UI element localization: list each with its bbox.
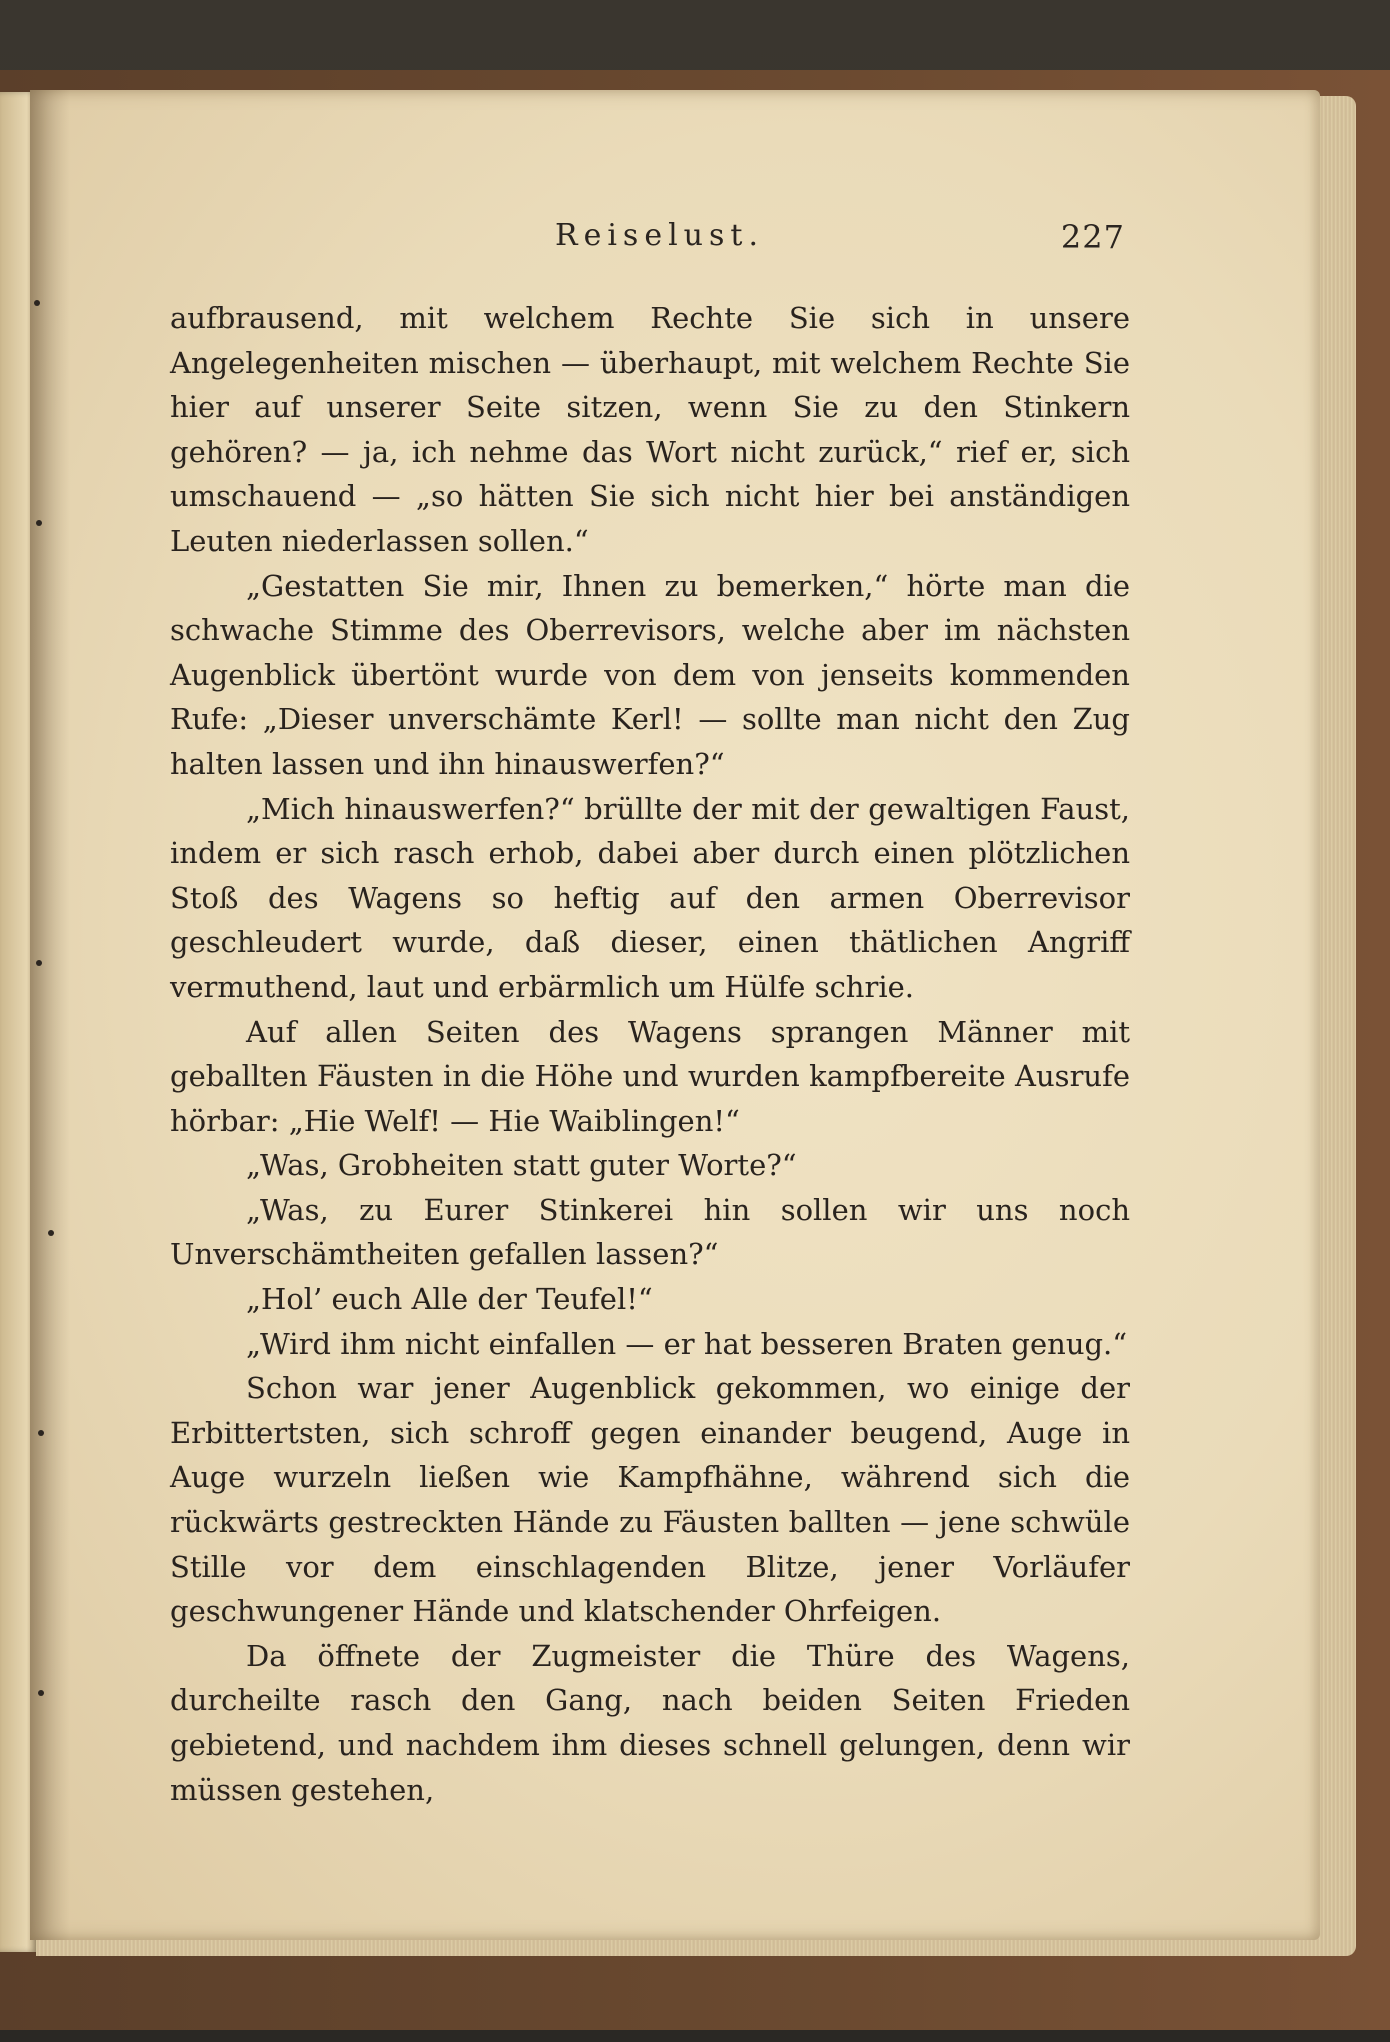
paragraph: „Gestatten Sie mir, Ihnen zu bemerken,“ hörte man die schwache Stimme des Oberrevisors, welche aber im nächsten Augenblick übertönt wurde von dem von jenseits kommenden Rufe: „Dieser unverschämte Kerl! — sollte man nicht den Zug halten lassen und ihn hinauswerfen?“ [170, 568, 1130, 781]
spine-shadow [30, 90, 70, 1940]
margin-mark [38, 1430, 44, 1436]
paragraph: Da öffnete der Zugmeister die Thüre des Wagens, durcheilte rasch den Gang, nach beiden Seiten Frieden gebietend, und nachdem ihm dieses schnell gelungen, denn wir müssen gestehen, [170, 1638, 1130, 1807]
margin-mark [38, 1690, 44, 1696]
running-title: Reiselust. [555, 218, 764, 253]
paragraph: „Was, zu Eurer Stinkerei hin sollen wir uns noch Unverschämtheiten gefallen lassen?“ [170, 1192, 1130, 1272]
page-header [175, 218, 1125, 258]
paragraph: Auf allen Seiten des Wagens sprangen Männer mit geballten Fäusten in die Höhe und wurden kampfbereite Ausrufe hörbar: „Hie Welf! — Hie Waiblingen!“ [170, 1014, 1130, 1138]
paragraph: aufbrausend, mit welchem Rechte Sie sich in unsere Angelegenheiten mischen — überhaupt, mit welchem Rechte Sie hier auf unserer Seite sitzen, wenn Sie zu den Stinkern gehören? — ja, ich nehme das Wort nicht zurück,“ rief er, sich umschauend — „so hätten Sie sich nicht hier bei anständigen Leuten niederlassen sollen.“ [170, 301, 1130, 558]
page-number: 227 [1060, 218, 1125, 256]
paragraph: „Wird ihm nicht einfallen — er hat besseren Braten genug.“ [246, 1326, 1128, 1361]
body-text [170, 296, 1130, 1812]
paragraph: „Was, Grobheiten statt guter Worte?“ [246, 1148, 797, 1183]
margin-mark [36, 960, 42, 966]
paragraph: Schon war jener Augenblick gekommen, wo einige der Erbittertsten, sich schroff gegen einander beugend, Auge in Auge wurzeln ließen wie Kampfhähne, während sich die rückwärts gestreckten Hände zu Fäusten ballten — jene schwüle Stille vor dem einschlagenden Blitze, jener Vorläufer geschwungener Hände und klatschender Ohrfeigen. [170, 1371, 1130, 1629]
paragraph: „Hol’ euch Alle der Teufel!“ [246, 1282, 653, 1317]
margin-mark [48, 1230, 54, 1236]
margin-mark [34, 300, 40, 306]
paragraph: „Mich hinauswerfen?“ brüllte der mit der gewaltigen Faust, indem er sich rasch erhob, dabei aber durch einen plötzlichen Stoß des Wagens so heftig auf den armen Oberrevisor geschleudert wurde, daß dieser, einen thätlichen Angriff vermuthend, laut und erbärmlich um Hülfe schrie. [170, 791, 1130, 1004]
margin-mark [36, 520, 42, 526]
